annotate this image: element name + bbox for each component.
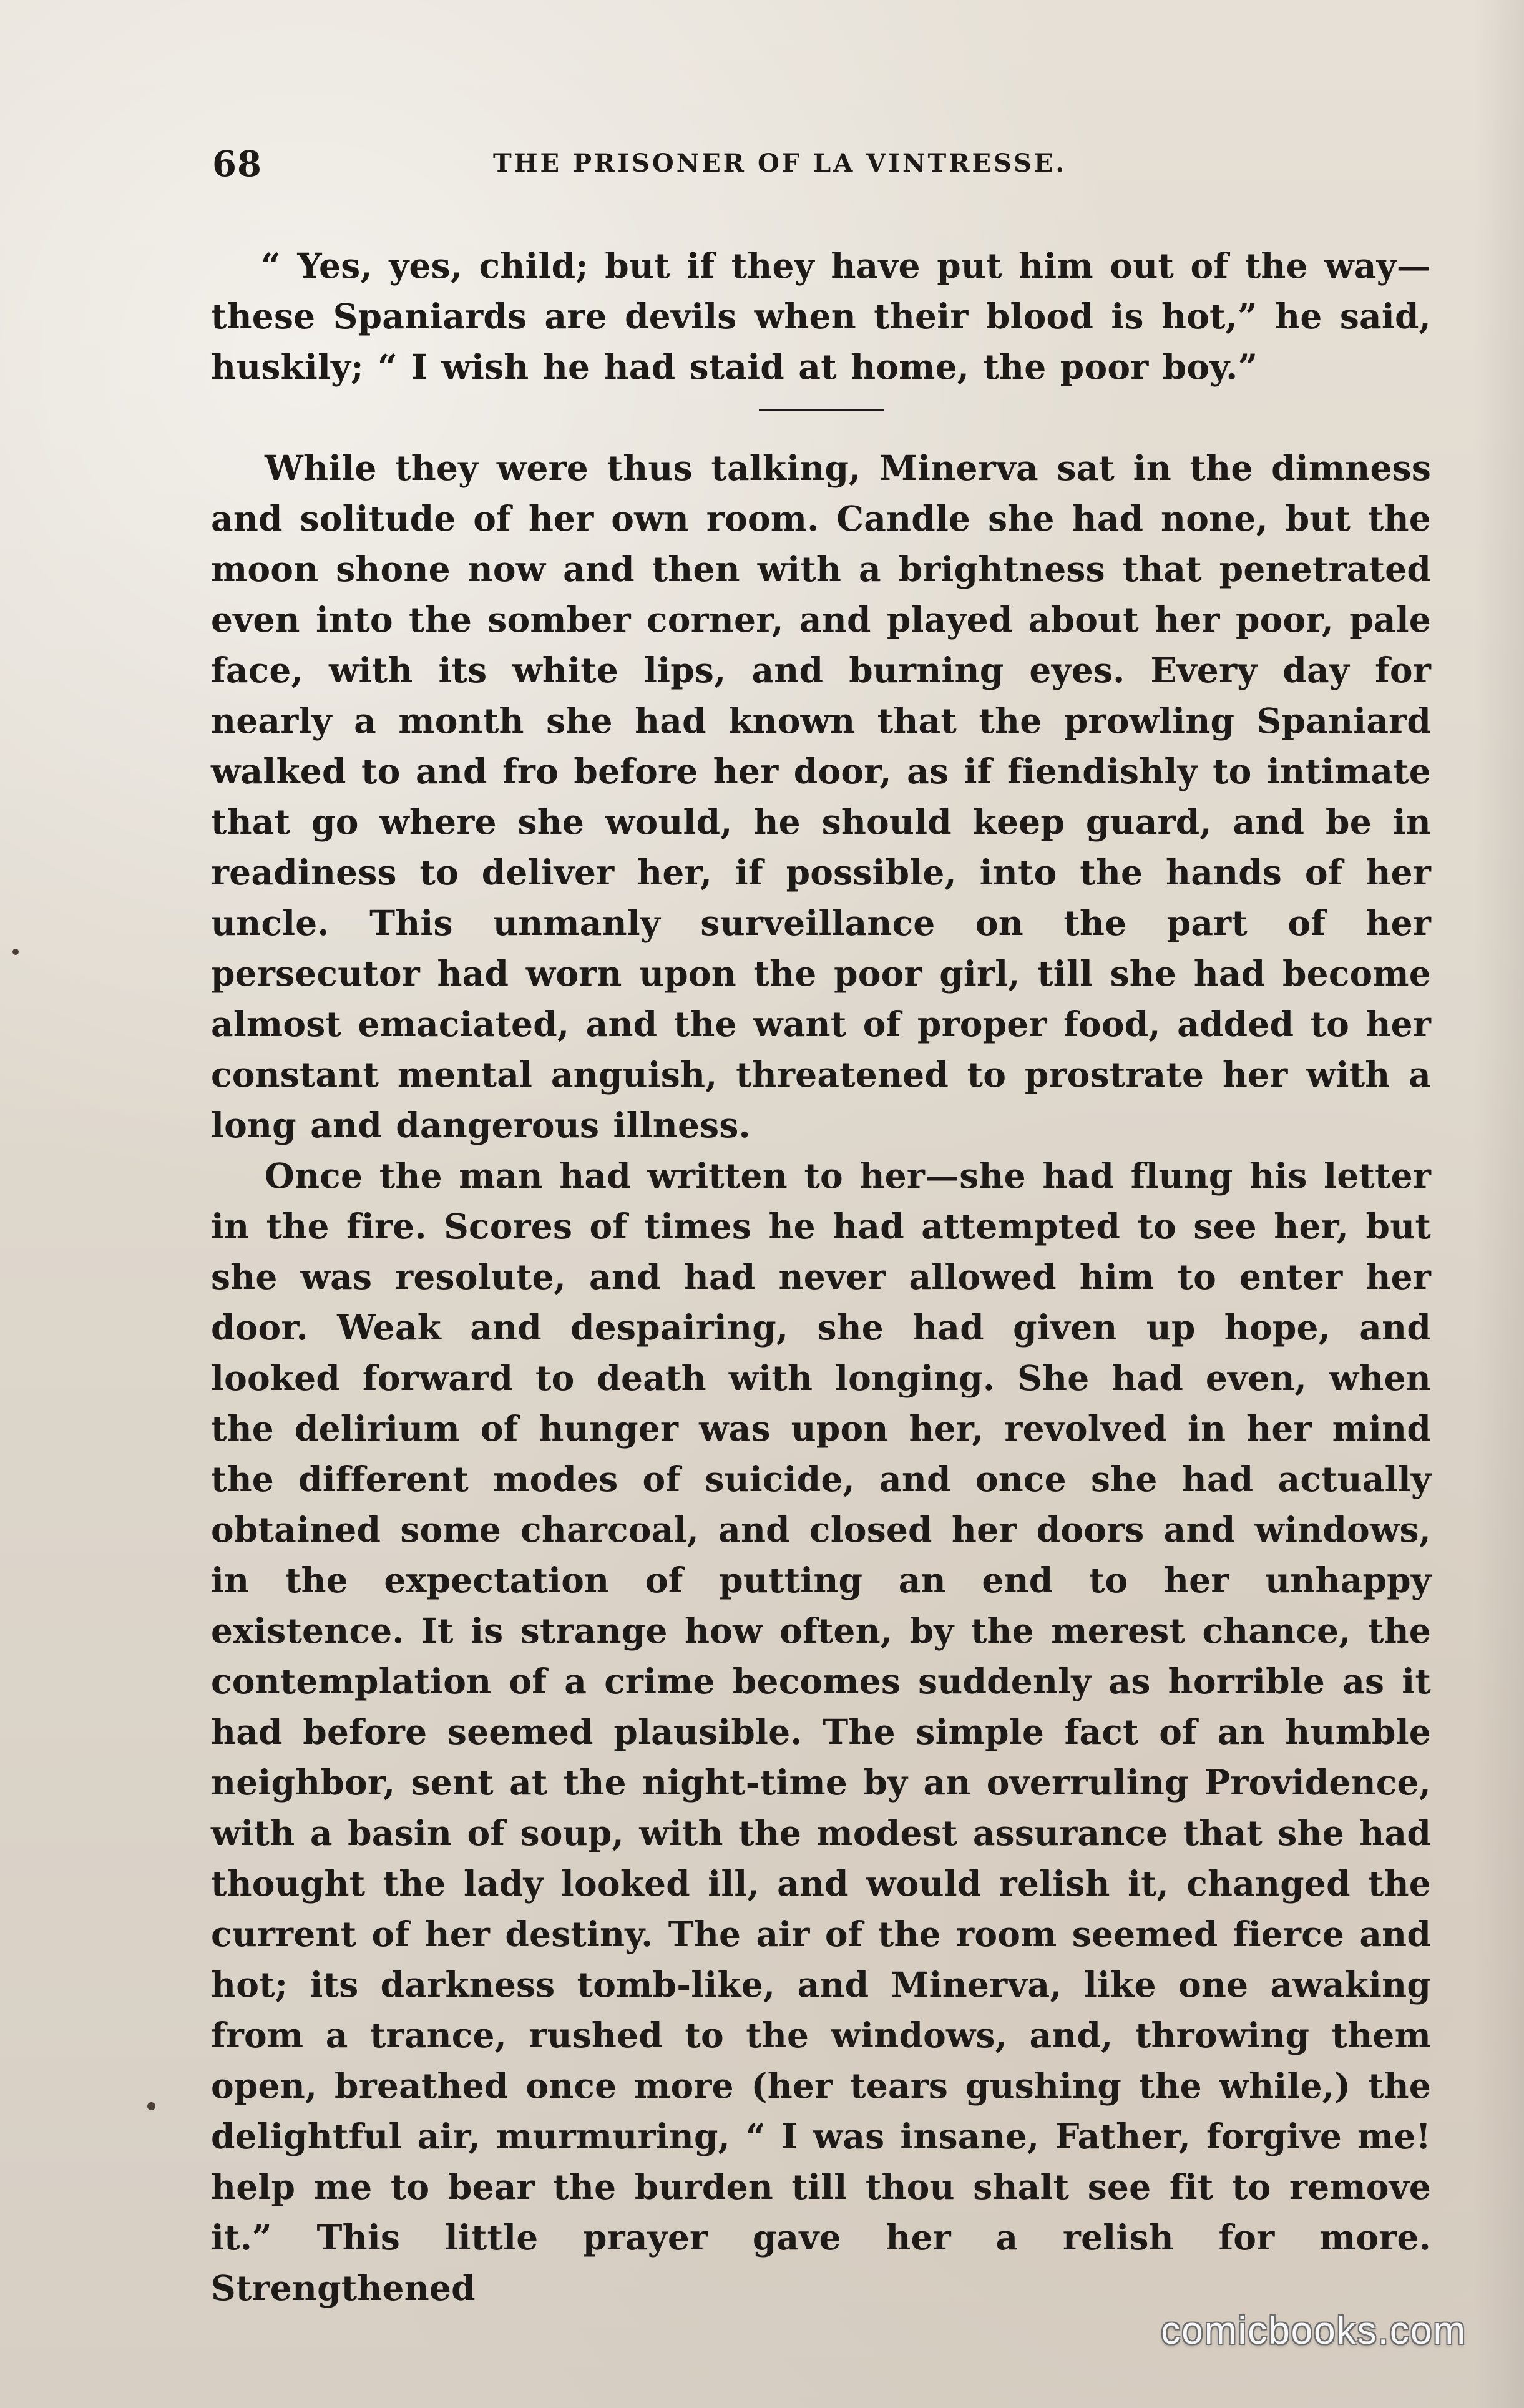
running-title: THE PRISONER OF LA VINTRESSE. bbox=[493, 149, 1067, 178]
page-edge-shadow bbox=[1474, 0, 1524, 2408]
paragraph-2: While they were thus talking, Minerva sat in the dimness and solitude of her own room. Candle she had none, but the moon shone now and then with a brightness that penetrated even into the somber corner, and played about her poor, pale face, with its white lips, and burning eyes. Every day for nearly a month she had known that the prowling Spaniard walked to and fro before her door, as if fiendishly to intimate that go where she would, he should keep guard, and be in readiness to deliver her, if possible, into the hands of her uncle. This unmanly surveillance on the part of her persecutor had worn upon the poor girl, till she had become almost emaciated, and the want of proper food, added to her constant mental anguish, threatened to prostrate her with a long and dangerous illness. bbox=[211, 448, 1431, 1145]
section-separator bbox=[759, 409, 884, 411]
page-header bbox=[212, 144, 1435, 187]
ink-speck-left bbox=[12, 949, 19, 955]
paragraph-3: Once the man had written to her—she had flung his letter in the fire. Scores of times he had attempted to see her, but she was resolute, and had never allowed him to enter her door. Weak and despairing, she had given up hope, and looked forward to death with longing. She had even, when the delirium of hunger was upon her, revolved in her mind the different modes of suicide, and once she had actually obtained some charcoal, and closed her doors and windows, in the expectation of putting an end to her unhappy existence. It is strange how often, by the merest chance, the contemplation of a crime becomes suddenly as horrible as it had before seemed plausible. The simple fact of an humble neighbor, sent at the night-time by an overruling Providence, with a basin of soup, with the modest assurance that she had thought the lady looked ill, and would relish it, changed the current of her destiny. The air of the room seemed fierce and hot; its darkness tomb-like, and Minerva, like one awaking from a trance, rushed to the windows, and, throwing them open, breathed once more (her tears gushing the while,) the delightful air, murmuring, “ I was insane, Father, forgive me! help me to bear the burden till thou shalt see fit to remove it.” This little prayer gave her a relish for more. Strengthened bbox=[211, 1155, 1431, 2308]
paragraph-1: “ Yes, yes, child; but if they have put him out of the way—these Spaniards are devils when their blood is hot,” he said, huskily; “ I wish he had staid at home, the poor boy.” bbox=[211, 245, 1431, 387]
page-content bbox=[211, 240, 1431, 2308]
page-number: 68 bbox=[212, 144, 262, 185]
watermark: comicbooks.com bbox=[1161, 2309, 1467, 2352]
ink-speck-lower-left bbox=[147, 2102, 155, 2110]
